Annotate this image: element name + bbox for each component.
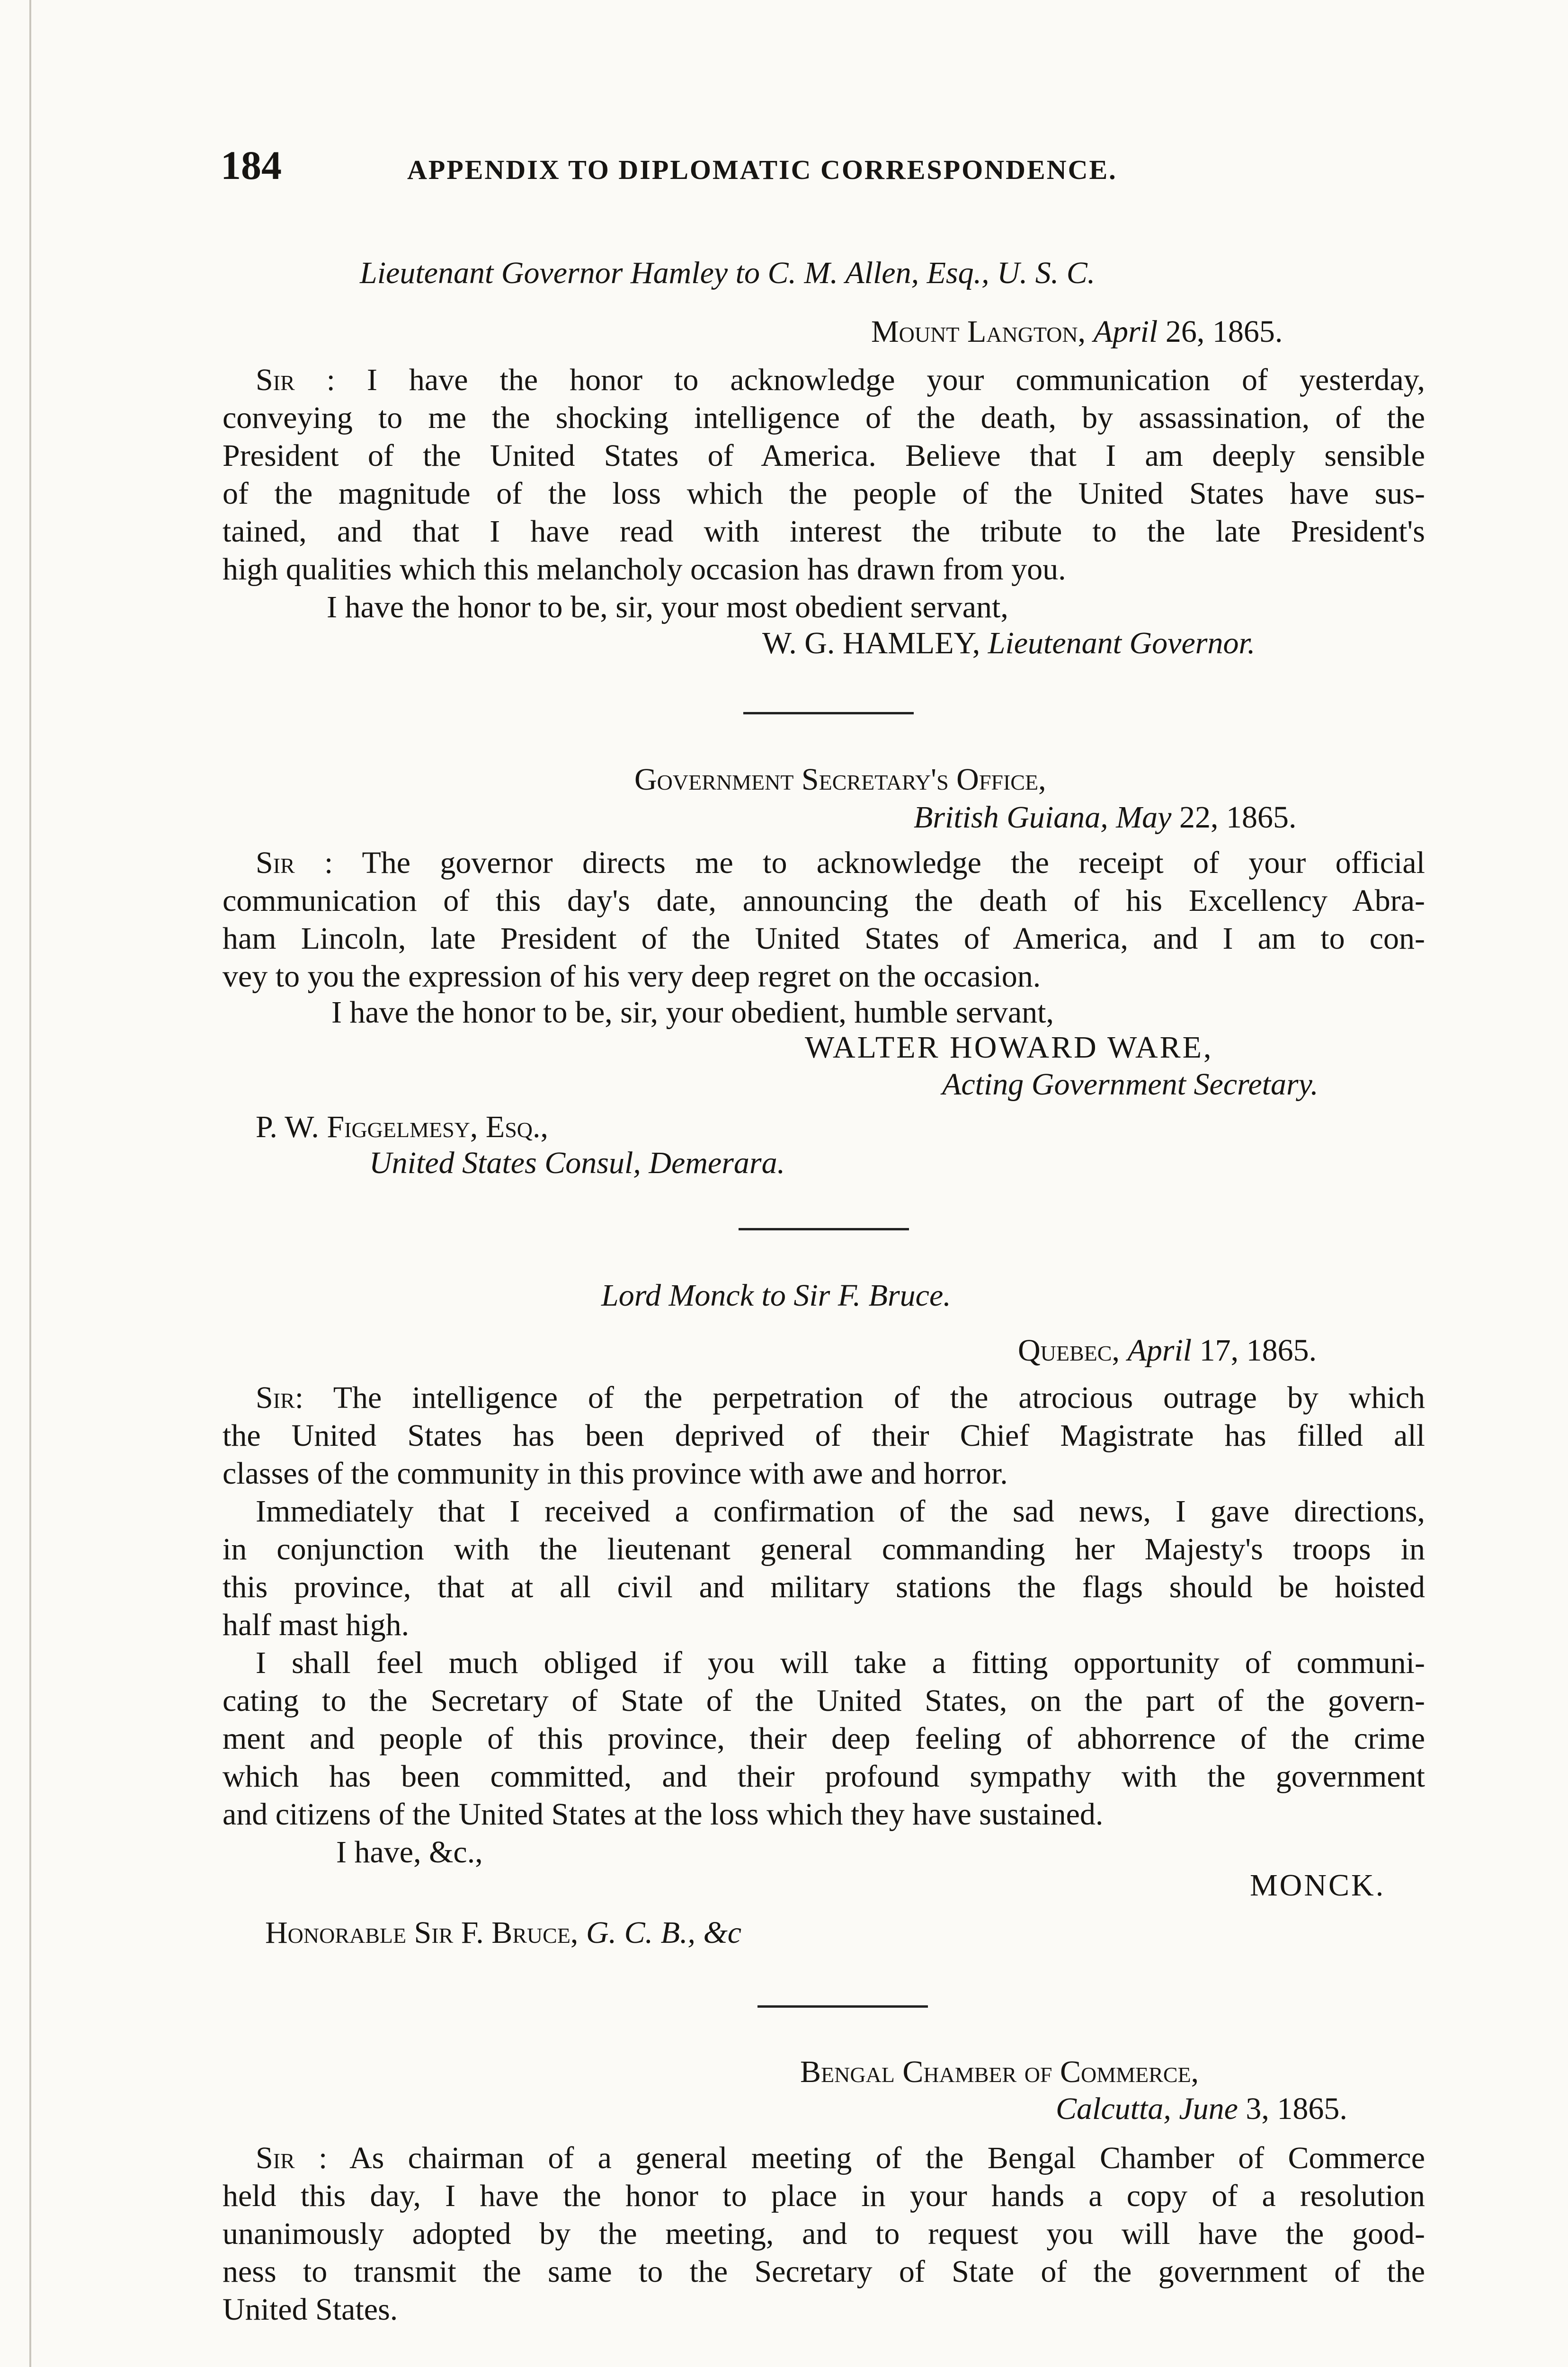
letter1-signature-name: W. G. HAMLEY, bbox=[762, 626, 980, 660]
letter4-salutation: Sir : bbox=[256, 2141, 328, 2175]
letter3-body-line: ment and people of this province, their deep feeling of abhorrence of the crime bbox=[223, 1721, 1425, 1756]
letter1-heading: Lieutenant Governor Hamley to C. M. Allen, Esq., U. S. C. bbox=[360, 256, 1096, 290]
letter4-dateline bbox=[1056, 2093, 1347, 2125]
letter3-body-line: in conjunction with the lieutenant general commanding her Majesty's troops in bbox=[223, 1532, 1425, 1566]
letter4-body-line: held this day, I have the honor to place in your hands a copy of a resolution bbox=[223, 2179, 1425, 2213]
letter2-place-line2: British Guiana, May bbox=[914, 800, 1172, 835]
letter3-body-line: cating to the Secretary of State of the United States, on the part of the govern- bbox=[223, 1683, 1425, 1718]
letter3-date-rest: 17, 1865. bbox=[1199, 1333, 1317, 1368]
running-title: APPENDIX TO DIPLOMATIC CORRESPONDENCE. bbox=[407, 154, 1117, 185]
letter3-body-line: the United States has been deprived of their Chief Magistrate has filled all bbox=[223, 1418, 1425, 1453]
letter3-body-line: this province, that at all civil and military stations the flags should be hoisted bbox=[223, 1570, 1425, 1604]
letter1-date-rest: 26, 1865. bbox=[1165, 314, 1283, 349]
letter3-body-line: I shall feel much obliged if you will take a fitting opportunity of communi- bbox=[256, 1646, 1425, 1680]
letter3-closing: I have, &c., bbox=[336, 1835, 483, 1869]
letter2-line-1 bbox=[256, 847, 1425, 879]
letter3-heading: Lord Monck to Sir F. Bruce. bbox=[601, 1278, 951, 1313]
letter1-dateline bbox=[871, 316, 1283, 347]
letter1-salutation: Sir : bbox=[256, 363, 336, 397]
letter3-body-line: Immediately that I received a confirmation of the sad news, I gave directions, bbox=[256, 1494, 1425, 1529]
letter2-place: Government Secretary's Office, bbox=[634, 762, 1046, 797]
letter2-date-rest: 22, 1865. bbox=[1179, 800, 1297, 835]
letter1-body-line: President of the United States of America. Believe that I am deeply sensible bbox=[223, 438, 1425, 473]
letter4-line-1 bbox=[256, 2143, 1425, 2174]
letter1-body-line: I have the honor to acknowledge your communication of yesterday, bbox=[366, 363, 1425, 397]
letter2-dateline bbox=[914, 802, 1296, 833]
section-divider bbox=[743, 712, 914, 714]
letter4-date-rest: 3, 1865. bbox=[1246, 2091, 1347, 2126]
letter1-signature-title: Lieutenant Governor. bbox=[988, 626, 1256, 660]
letter2-body-line: vey to you the expression of his very deep regret on the occasion. bbox=[223, 959, 1041, 994]
letter4-body-line: United States. bbox=[223, 2292, 398, 2327]
letter2-body-line: ham Lincoln, late President of the United States of America, and I am to con- bbox=[223, 921, 1425, 956]
letter3-body-line: half mast high. bbox=[223, 1608, 410, 1642]
letter4-place-line2: Calcutta, June bbox=[1056, 2091, 1238, 2126]
page-number: 184 bbox=[221, 142, 282, 188]
letter2-addressee-title: United States Consul, Demerara. bbox=[369, 1146, 785, 1180]
section-divider bbox=[757, 2005, 928, 2008]
letter4-body-line: As chairman of a general meeting of the Bengal Chamber of Commerce bbox=[349, 2141, 1425, 2175]
letter1-closing: I have the honor to be, sir, your most obedient servant, bbox=[327, 590, 1008, 624]
letter3-addressee-name: Honorable Sir F. Bruce, bbox=[265, 1915, 579, 1950]
letter4-body-line: ness to transmit the same to the Secretary of State of the government of the bbox=[223, 2254, 1425, 2289]
letter3-dateline bbox=[1018, 1335, 1317, 1366]
letter2-body-line: communication of this day's date, announcing the death of his Excellency Abra- bbox=[223, 883, 1425, 918]
letter3-line-1 bbox=[256, 1382, 1425, 1414]
letter4-body-line: unanimously adopted by the meeting, and to request you will have the good- bbox=[223, 2216, 1425, 2251]
letter1-body-line: tained, and that I have read with interest the tribute to the late President's bbox=[223, 514, 1425, 549]
letter3-date-month: April bbox=[1127, 1333, 1192, 1368]
letter1-line-1 bbox=[256, 365, 1425, 396]
section-divider bbox=[739, 1228, 909, 1230]
letter3-signature: MONCK. bbox=[1250, 1868, 1386, 1903]
letter3-addressee bbox=[265, 1917, 741, 1949]
letter3-body-line: classes of the community in this province with awe and horror. bbox=[223, 1456, 1008, 1491]
letter3-salutation: Sir: bbox=[256, 1380, 304, 1415]
letter1-body-line: high qualities which this melancholy occasion has drawn from you. bbox=[223, 552, 1066, 587]
letter2-addressee-name: P. W. Figgelmesy, Esq., bbox=[256, 1110, 549, 1144]
letter3-body-line: which has been committed, and their profound sympathy with the government bbox=[223, 1759, 1425, 1794]
letter3-addressee-suffix: G. C. B., &c bbox=[586, 1915, 742, 1950]
letter2-closing: I have the honor to be, sir, your obedient, humble servant, bbox=[331, 995, 1054, 1030]
letter3-body-line: The intelligence of the perpetration of the atrocious outrage by which bbox=[333, 1380, 1425, 1415]
letter2-signature-name: WALTER HOWARD WARE, bbox=[805, 1030, 1213, 1065]
letter1-place: Mount Langton, bbox=[871, 314, 1086, 349]
letter3-place: Quebec, bbox=[1018, 1333, 1120, 1368]
letter1-date-month: April bbox=[1093, 314, 1158, 349]
letter1-body-line: of the magnitude of the loss which the people of the United States have sus- bbox=[223, 476, 1425, 511]
letter1-signature bbox=[762, 628, 1255, 659]
letter2-signature-title: Acting Government Secretary. bbox=[942, 1067, 1319, 1102]
letter1-body-line: conveying to me the shocking intelligence of the death, by assassination, of the bbox=[223, 400, 1425, 435]
letter4-place: Bengal Chamber of Commerce, bbox=[800, 2055, 1199, 2089]
letter2-body-line: The governor directs me to acknowledge the receipt of your official bbox=[362, 845, 1425, 880]
letter3-body-line: and citizens of the United States at the loss which they have sustained. bbox=[223, 1797, 1104, 1832]
letter2-salutation: Sir : bbox=[256, 845, 333, 880]
